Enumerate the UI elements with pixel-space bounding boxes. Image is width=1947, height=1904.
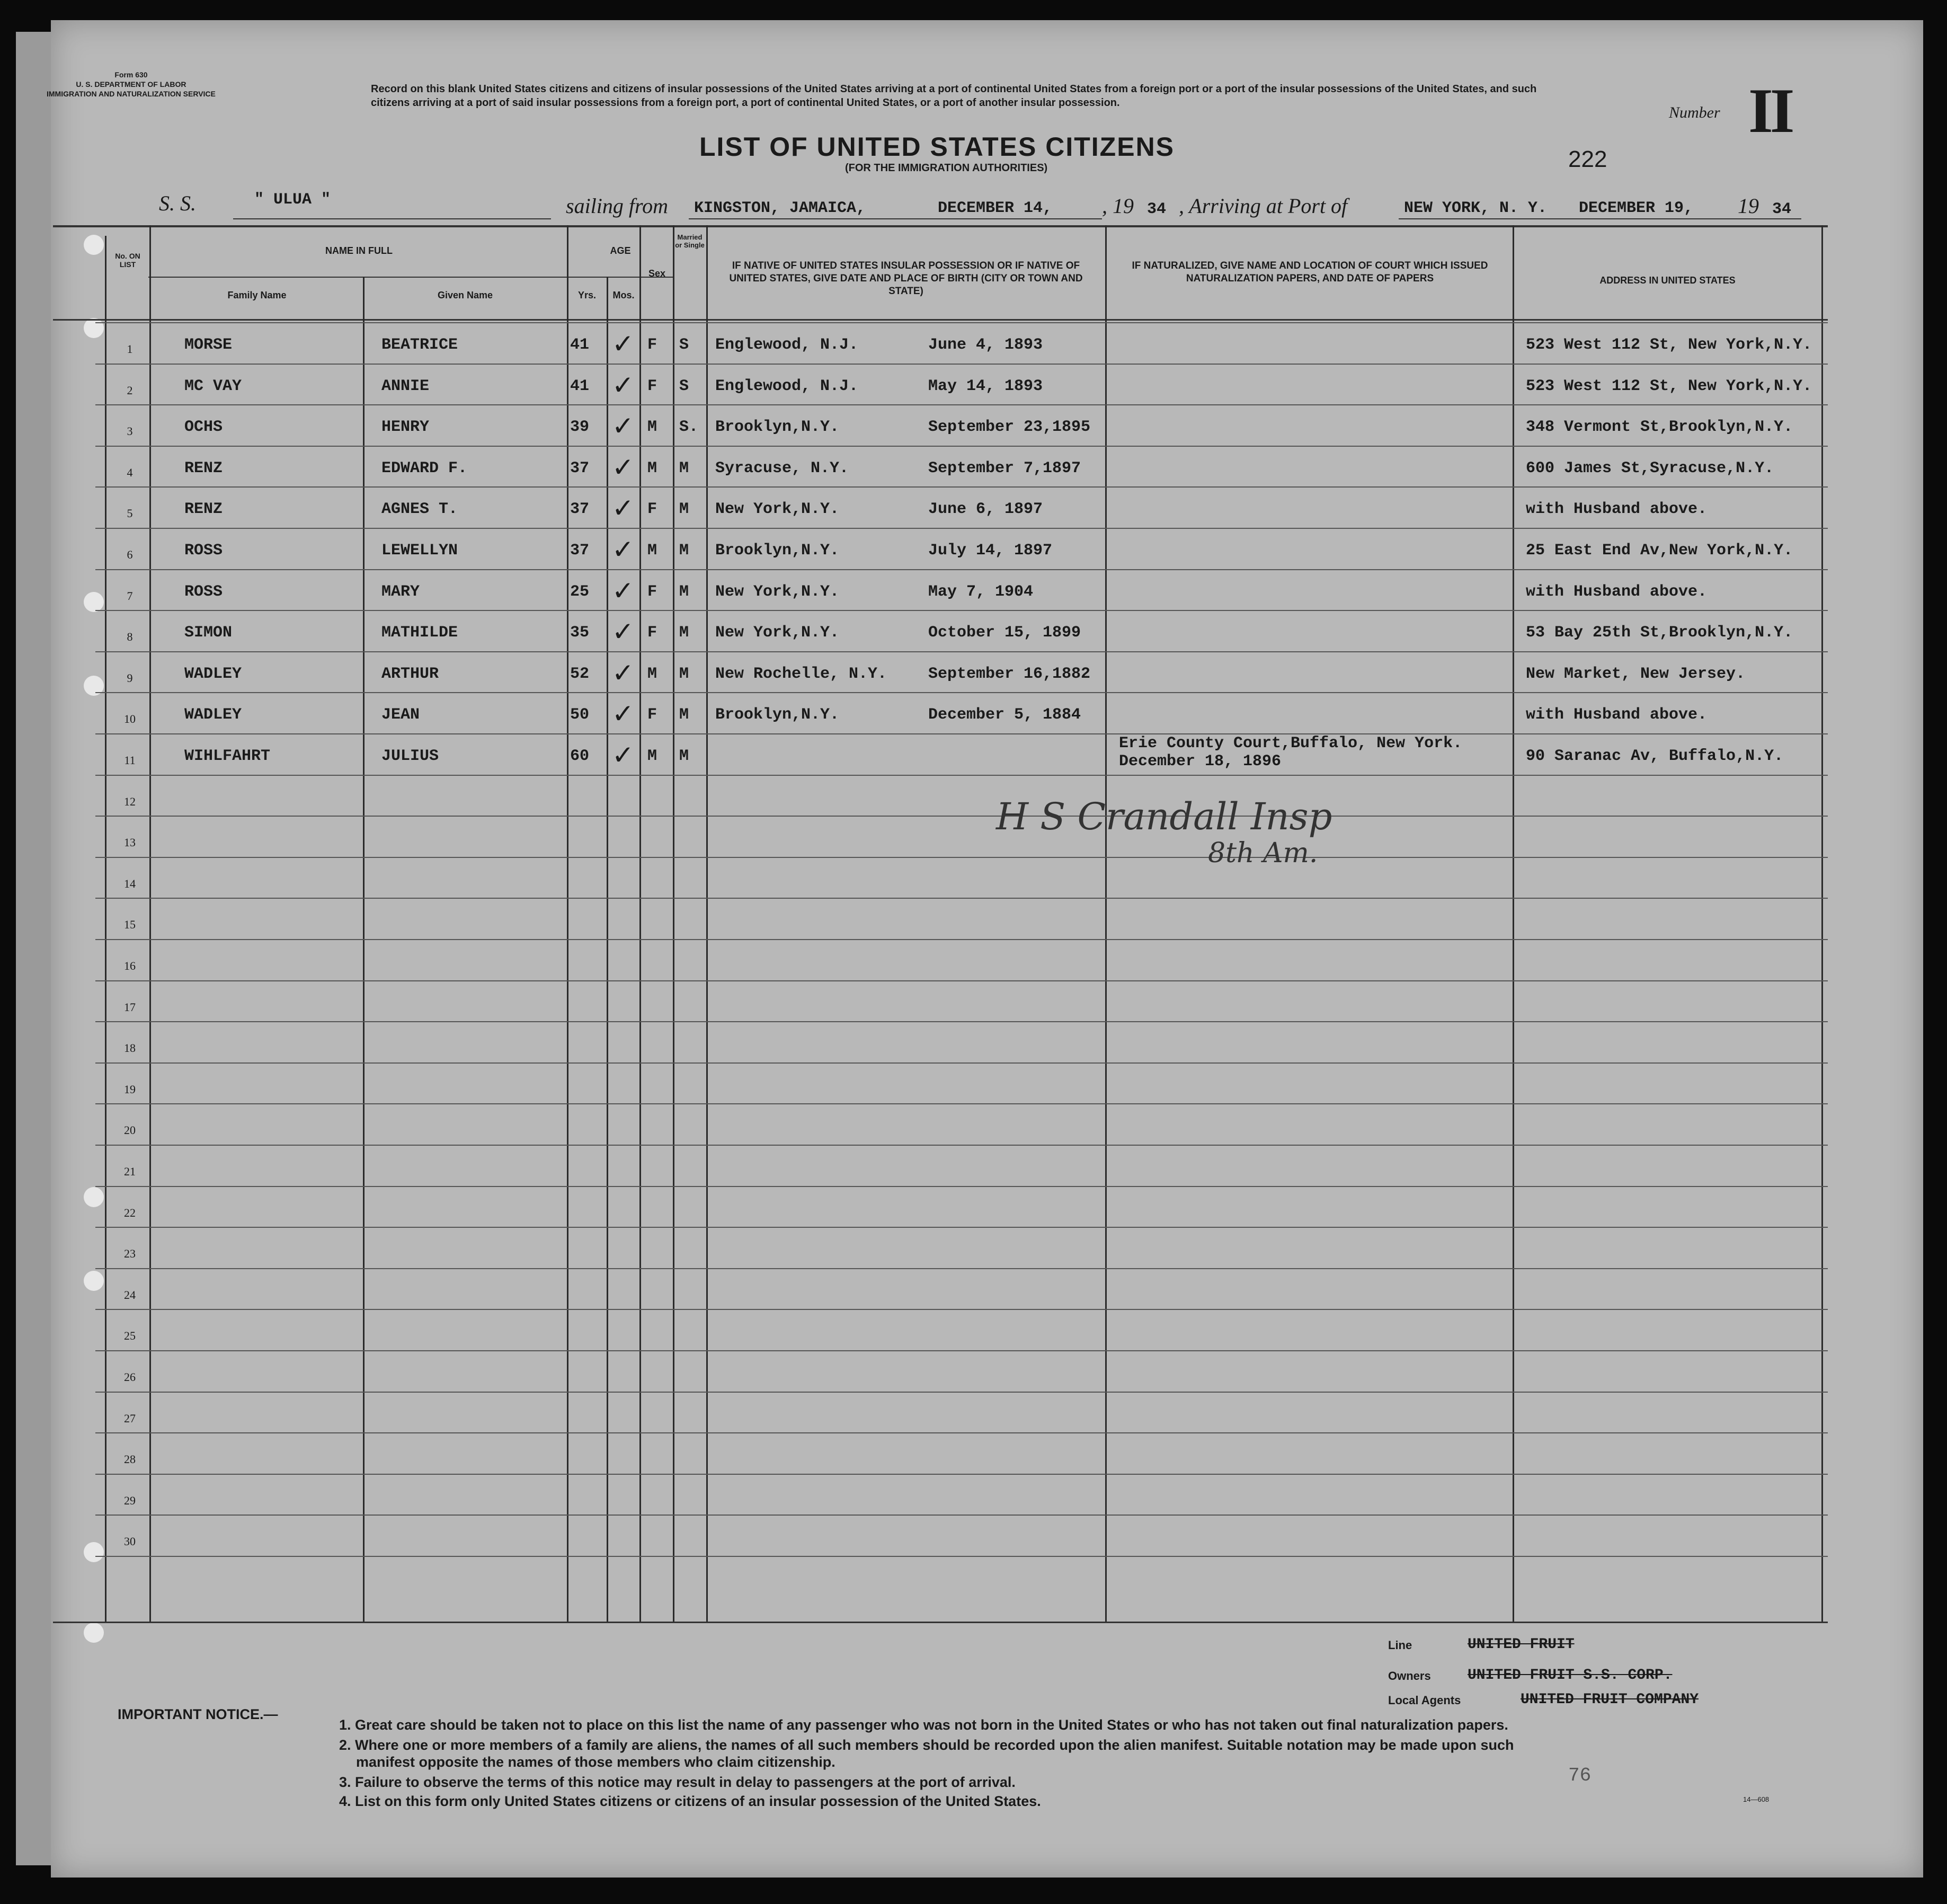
row-number: 11	[124, 754, 136, 767]
given-name: MARY	[381, 582, 420, 601]
row-rule	[95, 322, 1828, 323]
row-rule	[95, 569, 1828, 570]
column-header-given: Given Name	[437, 290, 493, 300]
marital-status: M	[679, 706, 689, 724]
department-name: U. S. DEPARTMENT OF LABOR	[76, 80, 186, 88]
birth-date: June 4, 1893	[928, 336, 1043, 354]
check-mark: ✓	[612, 534, 634, 565]
sex: M	[647, 665, 657, 683]
family-name: SIMON	[184, 624, 233, 642]
sex: M	[647, 542, 657, 560]
row-rule	[95, 1268, 1828, 1269]
birth-place: New York,N.Y.	[715, 500, 840, 519]
address: 90 Saranac Av, Buffalo,N.Y.	[1526, 747, 1784, 765]
row-rule	[95, 1309, 1828, 1310]
given-name: JEAN	[381, 706, 420, 724]
header-bottom-border	[53, 319, 1828, 321]
family-name: MC VAY	[184, 377, 242, 395]
print-code: 14—608	[1743, 1795, 1770, 1803]
ss-label: S. S.	[159, 191, 196, 215]
arrival-year: 34	[1772, 200, 1792, 218]
column-line	[1821, 225, 1823, 1622]
arriving-label: , Arriving at Port of	[1179, 194, 1348, 218]
line-label: Line	[1388, 1639, 1412, 1652]
marital-status: M	[679, 459, 689, 477]
row-number: 1	[127, 342, 133, 356]
row-rule	[95, 1145, 1828, 1146]
row-number: 15	[124, 918, 136, 932]
column-header-birth: IF NATIVE OF UNITED STATES INSULAR POSSESSION OR IF NATIVE OF UNITED STATES, GIVE DATE AND PLACE OF BIRTH (CITY OR TOWN AND STATE)	[729, 260, 1083, 297]
birth-place: New York,N.Y.	[715, 582, 840, 601]
column-line	[567, 225, 568, 1622]
birth-date: December 5, 1884	[928, 706, 1081, 724]
birth-date: May 7, 1904	[928, 582, 1034, 601]
row-number: 30	[124, 1535, 136, 1548]
notice-1: 1. Great care should be taken not to place on this list the name of any passenger who was not born in the United States or who has not taken out final naturalization papers.	[339, 1717, 1508, 1733]
family-name: OCHS	[184, 418, 223, 437]
birth-place: Brooklyn,N.Y.	[715, 542, 840, 560]
page-number: 222	[1568, 146, 1607, 172]
birth-date: September 16,1882	[928, 665, 1091, 683]
table-bottom-border	[53, 1622, 1828, 1623]
row-number: 10	[124, 712, 136, 726]
row-rule	[95, 1474, 1828, 1475]
owners-label: Owners	[1388, 1669, 1431, 1682]
birth-place: Brooklyn,N.Y.	[715, 706, 840, 724]
address: with Husband above.	[1526, 582, 1708, 601]
column-header-no: No. ON LIST	[115, 252, 140, 269]
stamp-number: 76	[1568, 1765, 1592, 1786]
row-number: 16	[124, 959, 136, 972]
page-title: LIST OF UNITED STATES CITIZENS	[699, 132, 1175, 162]
owners-value: UNITED FRUIT S.S. CORP.	[1468, 1667, 1673, 1684]
age-years: 52	[570, 665, 590, 683]
ship-name: " ULUA "	[254, 191, 331, 209]
row-number: 19	[124, 1082, 136, 1096]
column-line	[607, 277, 608, 1622]
row-rule	[95, 1062, 1828, 1064]
family-name: WADLEY	[184, 706, 242, 724]
row-rule	[95, 857, 1828, 858]
address: 53 Bay 25th St,Brooklyn,N.Y.	[1526, 624, 1793, 642]
row-number: 27	[124, 1411, 136, 1425]
marital-status: M	[679, 747, 689, 765]
family-name: RENZ	[184, 500, 223, 519]
arrival-underline	[1399, 218, 1801, 219]
column-header-name: NAME IN FULL	[325, 245, 393, 256]
check-mark: ✓	[612, 451, 634, 483]
notice-2-cont: manifest opposite the names of those members who claim citizenship.	[356, 1754, 835, 1770]
row-number: 23	[124, 1247, 136, 1261]
column-header-mos: Mos.	[612, 290, 635, 300]
row-number: 13	[124, 836, 136, 849]
row-number: 2	[127, 383, 133, 397]
row-number: 12	[124, 794, 136, 808]
row-rule	[95, 1350, 1828, 1351]
notice-3: 3. Failure to observe the terms of this notice may result in delay to passengers at the port of arrival.	[339, 1774, 1016, 1790]
sailing-label: sailing from	[566, 194, 668, 218]
row-rule	[95, 733, 1828, 734]
age-years: 41	[570, 336, 590, 354]
column-header-age: AGE	[610, 245, 631, 256]
check-mark: ✓	[612, 698, 634, 730]
row-number: 3	[127, 424, 133, 438]
table-top-border	[53, 225, 1828, 227]
row-number: 17	[124, 1000, 136, 1014]
form-identifier	[47, 70, 216, 99]
row-rule	[95, 446, 1828, 447]
sex: M	[647, 747, 657, 765]
birth-date: September 23,1895	[928, 418, 1091, 437]
given-name: HENRY	[381, 418, 430, 437]
sex: F	[647, 706, 657, 724]
row-number: 4	[127, 465, 133, 479]
row-number: 6	[127, 548, 133, 561]
row-rule	[95, 404, 1828, 405]
punch-hole	[84, 1623, 104, 1643]
row-rule	[95, 528, 1828, 529]
punch-hole	[84, 318, 104, 338]
row-rule	[95, 1392, 1828, 1393]
row-rule	[95, 775, 1828, 776]
row-rule	[95, 692, 1828, 693]
notice-2: 2. Where one or more members of a family are aliens, the names of all such members should be recorded upon the alien manifest. Suitable notation may be made upon such	[339, 1737, 1514, 1753]
arrival-port: NEW YORK, N. Y.	[1404, 199, 1548, 217]
column-line	[639, 225, 641, 1622]
row-rule	[95, 1021, 1828, 1022]
family-name: WIHLFAHRT	[184, 747, 271, 765]
row-rule	[95, 1227, 1828, 1228]
family-name: ROSS	[184, 542, 223, 560]
punch-hole	[84, 1187, 104, 1207]
address: 348 Vermont St,Brooklyn,N.Y.	[1526, 418, 1793, 437]
number-label: Number	[1669, 104, 1720, 121]
notice-heading: IMPORTANT NOTICE.—	[118, 1706, 278, 1722]
column-header-sex: Sex	[648, 268, 666, 279]
marital-status: M	[679, 542, 689, 560]
notice-4: 4. List on this form only United States citizens or citizens of an insular possession of the United States.	[339, 1793, 1041, 1809]
departure-year-prefix: , 19	[1102, 194, 1134, 218]
row-rule	[95, 364, 1828, 365]
inspector-note: 8th Am.	[1208, 837, 1318, 869]
check-mark: ✓	[612, 657, 634, 688]
birth-place: Brooklyn,N.Y.	[715, 418, 840, 437]
sex: F	[647, 624, 657, 642]
row-number: 22	[124, 1206, 136, 1219]
age-years: 35	[570, 624, 590, 642]
sex: M	[647, 418, 657, 437]
birth-place: Englewood, N.J.	[715, 377, 859, 395]
sex: F	[647, 582, 657, 601]
name-header-divider	[148, 277, 567, 278]
row-number: 24	[124, 1288, 136, 1301]
marital-status: M	[679, 582, 689, 601]
sex: M	[647, 459, 657, 477]
row-number: 8	[127, 630, 133, 644]
check-mark: ✓	[612, 740, 634, 771]
row-number: 7	[127, 589, 133, 603]
age-years: 41	[570, 377, 590, 395]
birth-date: September 7,1897	[928, 459, 1081, 477]
age-years: 39	[570, 418, 590, 437]
row-rule	[95, 939, 1828, 940]
birth-place: Syracuse, N.Y.	[715, 459, 849, 477]
agents-value: UNITED FRUIT COMPANY	[1521, 1692, 1699, 1708]
row-number: 20	[124, 1123, 136, 1137]
row-rule	[95, 610, 1828, 611]
marital-status: M	[679, 500, 689, 519]
given-name: EDWARD F.	[381, 459, 468, 477]
birth-place: New York,N.Y.	[715, 624, 840, 642]
address: 523 West 112 St, New York,N.Y.	[1526, 377, 1812, 395]
form-instructions: Record on this blank United States citizens and citizens of insular possessions of the United States arriving at a port of continental United States from a foreign port or a port of the insular possessions of the United States, and such citizens arriving at a port of said insular possessions from a foreign port, a port of continental United States, or a port of another insular possession.	[371, 83, 1537, 109]
punch-hole	[84, 1542, 104, 1562]
family-name: WADLEY	[184, 665, 242, 683]
column-header-address: ADDRESS IN UNITED STATES	[1599, 275, 1736, 286]
row-rule	[95, 980, 1828, 981]
row-number: 18	[124, 1041, 136, 1055]
page-subtitle: (FOR THE IMMIGRATION AUTHORITIES)	[845, 162, 1048, 174]
marital-status: M	[679, 665, 689, 683]
birth-date: October 15, 1899	[928, 624, 1081, 642]
row-rule	[95, 1515, 1828, 1516]
given-name: AGNES T.	[381, 500, 458, 519]
birth-date: May 14, 1893	[928, 377, 1043, 395]
given-name: ANNIE	[381, 377, 430, 395]
address: with Husband above.	[1526, 500, 1708, 519]
address: New Market, New Jersey.	[1526, 665, 1746, 683]
sex: F	[647, 377, 657, 395]
agents-label: Local Agents	[1388, 1694, 1461, 1707]
row-number: 14	[124, 876, 136, 890]
check-mark: ✓	[612, 493, 634, 524]
row-number: 26	[124, 1370, 136, 1384]
column-header-naturalized: IF NATURALIZED, GIVE NAME AND LOCATION OF COURT WHICH ISSUED NATURALIZATION PAPERS, AND DATE OF PAPERS	[1132, 260, 1488, 284]
age-years: 60	[570, 747, 590, 765]
arrival-year-prefix: 19	[1738, 194, 1759, 218]
given-name: JULIUS	[381, 747, 439, 765]
check-mark: ✓	[612, 616, 634, 648]
punch-hole	[84, 1271, 104, 1291]
row-number: 9	[127, 671, 133, 685]
row-rule	[95, 898, 1828, 899]
inspector-signature: H S Crandall Insp	[996, 795, 1332, 838]
marital-status: S	[679, 336, 689, 354]
age-years: 37	[570, 542, 590, 560]
arrival-date: DECEMBER 19,	[1579, 199, 1694, 217]
sex: F	[647, 500, 657, 519]
check-mark: ✓	[612, 329, 634, 359]
punch-hole	[84, 235, 104, 255]
naturalization-court: Erie County Court,Buffalo, New York.	[1119, 734, 1463, 752]
family-name: MORSE	[184, 336, 233, 354]
row-rule	[95, 1103, 1828, 1104]
age-years: 25	[570, 582, 590, 601]
check-mark: ✓	[612, 369, 634, 401]
row-rule	[95, 651, 1828, 652]
birth-date: June 6, 1897	[928, 500, 1043, 519]
check-mark: ✓	[612, 411, 634, 442]
address: 523 West 112 St, New York,N.Y.	[1526, 336, 1812, 354]
row-rule	[95, 486, 1828, 488]
departure-port: KINGSTON, JAMAICA,	[694, 199, 866, 217]
naturalization-date: December 18, 1896	[1119, 752, 1282, 771]
form-number: Form 630	[114, 70, 148, 79]
departure-underline	[689, 218, 1102, 219]
row-rule	[95, 1186, 1828, 1187]
row-rule	[95, 1556, 1828, 1557]
given-name: MATHILDE	[381, 624, 458, 642]
row-number: 5	[127, 507, 133, 520]
departure-year: 34	[1147, 200, 1167, 218]
row-rule	[95, 1432, 1828, 1433]
birth-place: Englewood, N.J.	[715, 336, 859, 354]
age-years: 37	[570, 459, 590, 477]
marital-status: M	[679, 624, 689, 642]
column-header-married: Married or Single	[675, 233, 705, 249]
row-number: 29	[124, 1493, 136, 1507]
marital-status: S.	[679, 418, 699, 437]
departure-date: DECEMBER 14,	[938, 199, 1053, 217]
age-years: 37	[570, 500, 590, 519]
column-line	[363, 277, 364, 1622]
column-line	[1105, 225, 1107, 1622]
address: 600 James St,Syracuse,N.Y.	[1526, 459, 1774, 477]
age-years: 50	[570, 706, 590, 724]
column-line	[706, 225, 708, 1622]
line-value: UNITED FRUIT	[1468, 1636, 1575, 1653]
family-name: RENZ	[184, 459, 223, 477]
row-number: 21	[124, 1165, 136, 1178]
address: with Husband above.	[1526, 706, 1708, 724]
given-name: BEATRICE	[381, 336, 458, 354]
check-mark: ✓	[612, 575, 634, 606]
sex: F	[647, 336, 657, 354]
column-line	[673, 225, 674, 1622]
column-line	[1513, 225, 1514, 1622]
given-name: ARTHUR	[381, 665, 439, 683]
number-value: II	[1748, 75, 1792, 146]
row-number: 28	[124, 1453, 136, 1466]
service-name: IMMIGRATION AND NATURALIZATION SERVICE	[47, 90, 216, 98]
column-header-yrs: Yrs.	[577, 290, 597, 300]
ship-underline	[233, 218, 551, 219]
column-header-family: Family Name	[227, 290, 287, 300]
row-number: 25	[124, 1329, 136, 1343]
punch-hole	[84, 592, 104, 612]
family-name: ROSS	[184, 582, 223, 601]
address: 25 East End Av,New York,N.Y.	[1526, 542, 1793, 560]
marital-status: S	[679, 377, 689, 395]
given-name: LEWELLYN	[381, 542, 458, 560]
row-rule	[95, 816, 1828, 817]
birth-date: July 14, 1897	[928, 542, 1053, 560]
birth-place: New Rochelle, N.Y.	[715, 665, 887, 683]
